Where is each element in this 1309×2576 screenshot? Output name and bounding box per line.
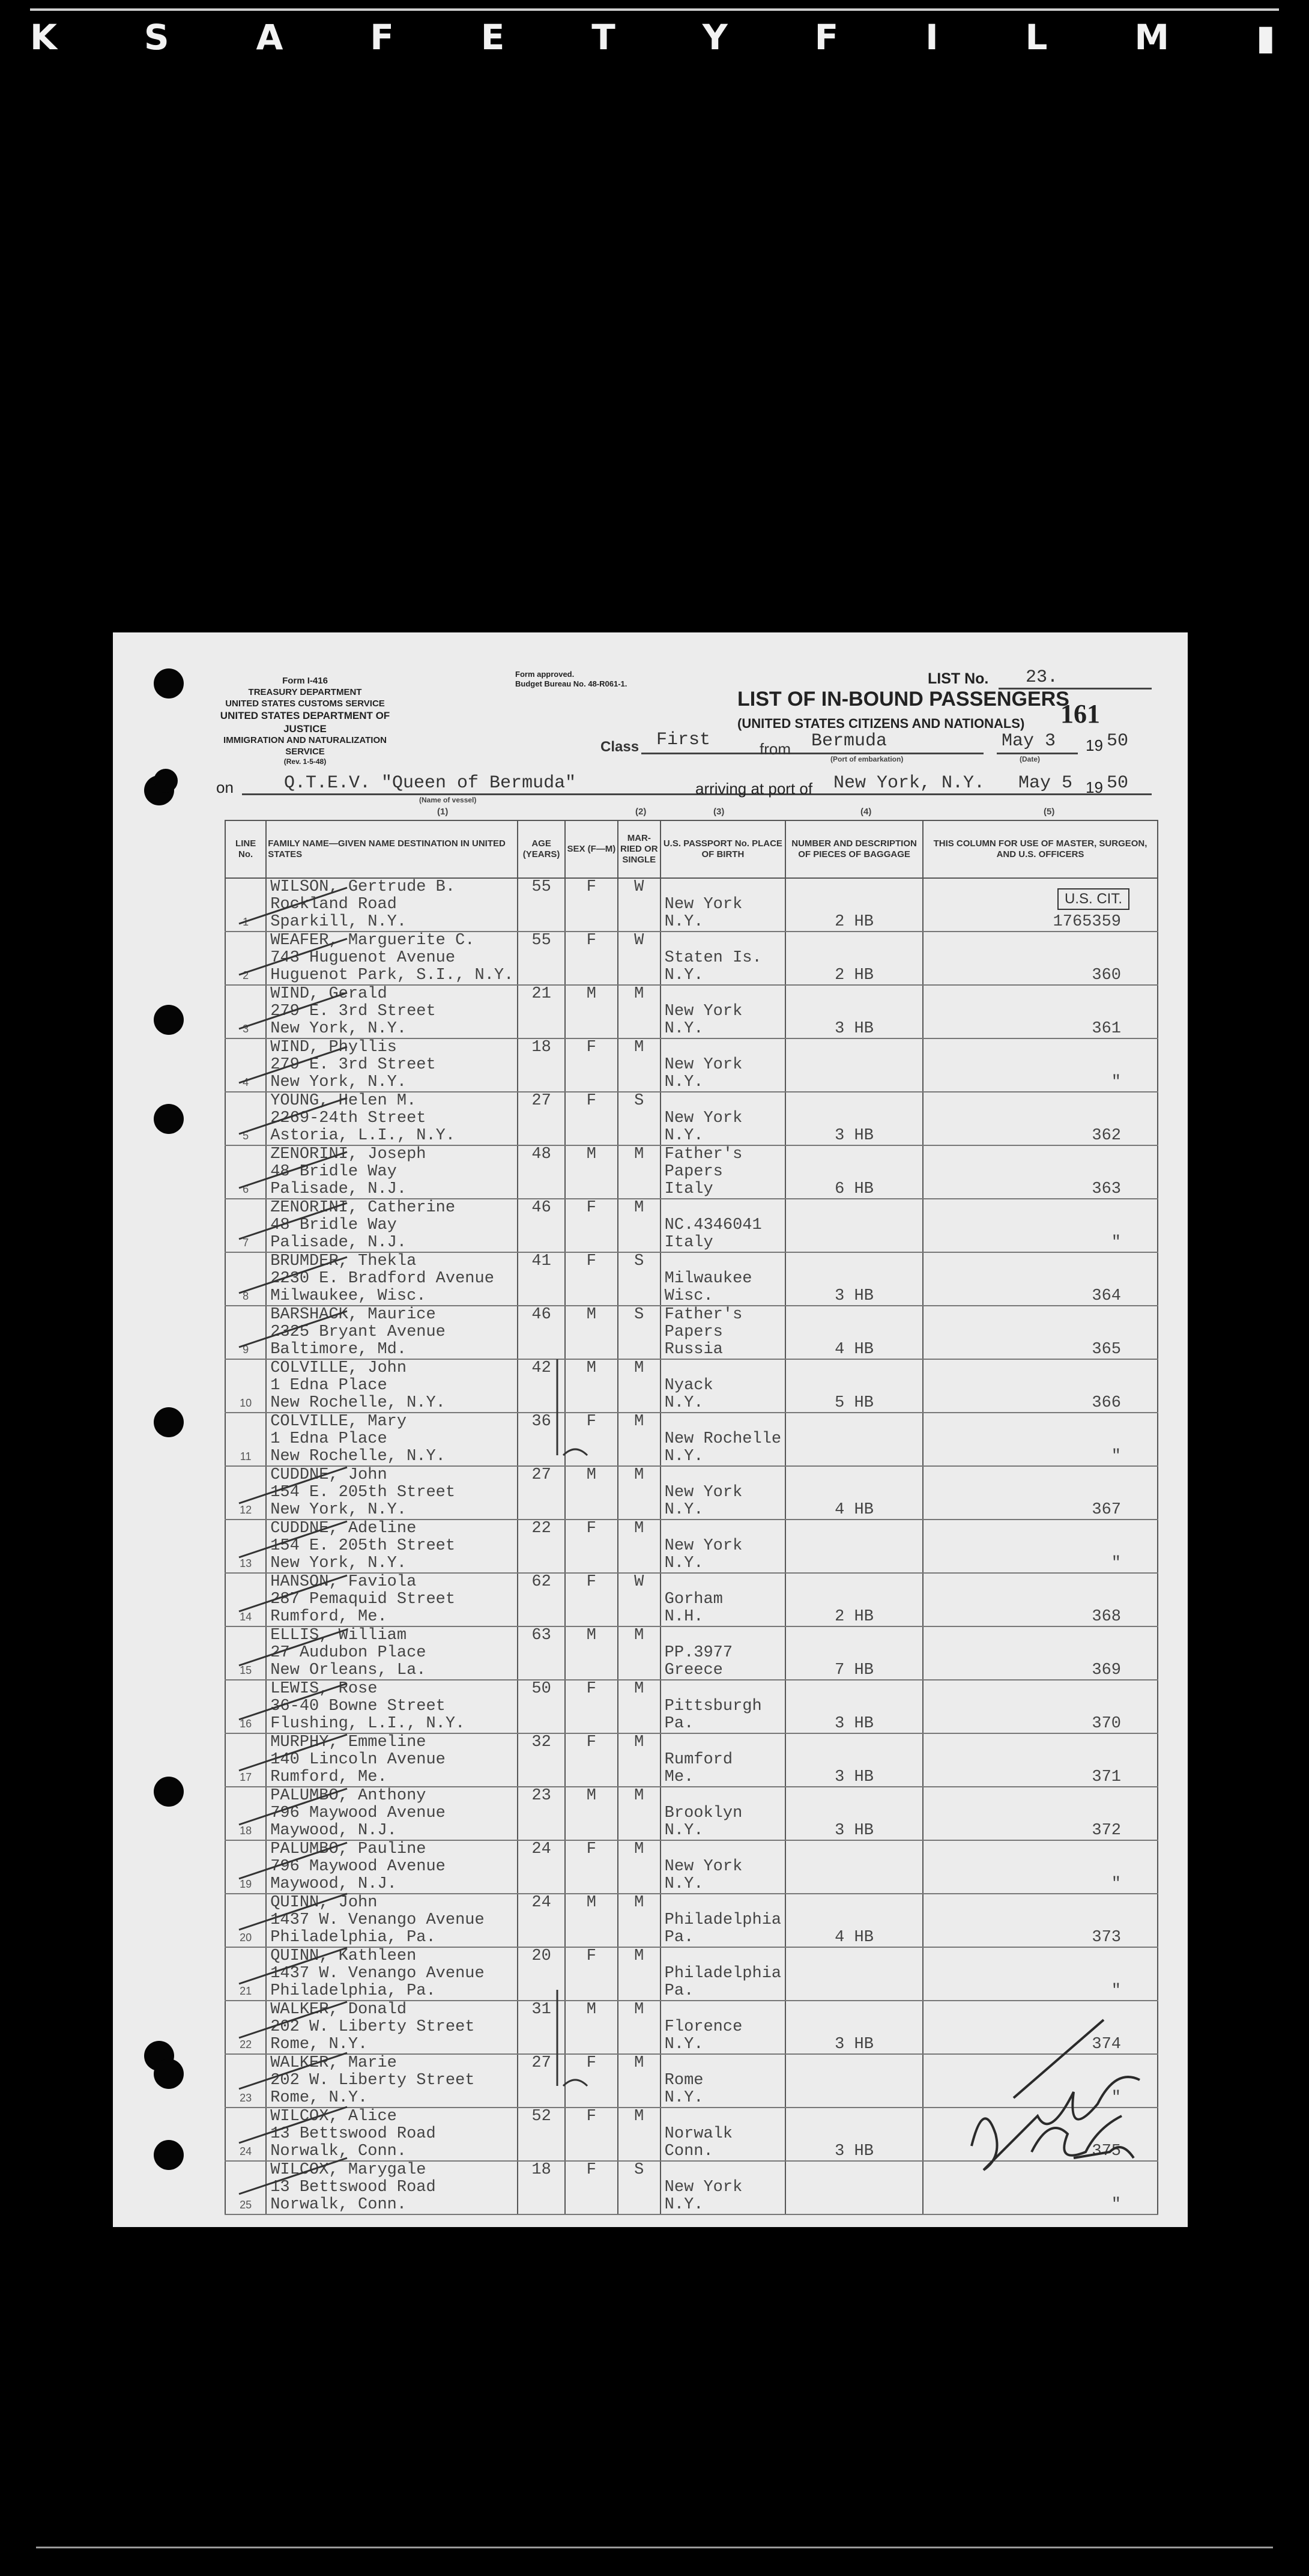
arrival-port: New York, N.Y. — [833, 773, 985, 793]
officer-use-cell: 362 — [923, 1092, 1158, 1145]
arriving-label: arriving at port of — [695, 780, 813, 798]
age-cell: 23 — [518, 1787, 565, 1840]
marital-status-cell: M — [618, 1787, 661, 1840]
sex-cell: F — [565, 1252, 618, 1306]
year1-value: 50 — [1107, 731, 1129, 751]
marital-status-cell: W — [618, 878, 661, 932]
passenger-name-cell: HANSON, Faviola 287 Pemaquid Street Rumford, Me. — [266, 1573, 518, 1626]
marital-status-cell: M — [618, 2054, 661, 2108]
line-number-cell: 1 — [225, 878, 266, 932]
year2-value: 50 — [1107, 773, 1129, 793]
marital-status-cell: M — [618, 1466, 661, 1520]
check-mark — [239, 1203, 347, 1239]
age-cell: 46 — [518, 1199, 565, 1252]
officer-use-cell: " — [923, 2054, 1158, 2108]
passenger-name-cell: QUINN, John 1437 W. Venango Avenue Philadelphia, Pa. — [266, 1894, 518, 1947]
customs-service: UNITED STATES CUSTOMS SERVICE — [225, 698, 385, 709]
officer-use-cell: 374 — [923, 2001, 1158, 2054]
film-edge-letter: L — [1025, 17, 1051, 58]
film-edge-letter: ▮ — [1256, 17, 1279, 58]
line-number-cell: 6 — [225, 1145, 266, 1199]
from-label: from — [760, 740, 791, 758]
line-number-cell: 12 — [225, 1466, 266, 1520]
sex-cell: F — [565, 1038, 618, 1092]
check-mark — [239, 1467, 347, 1503]
age-cell: 63 — [518, 1626, 565, 1680]
marital-status-cell: M — [618, 1520, 661, 1573]
sex-cell: M — [565, 1787, 618, 1840]
officer-use-cell: 365 — [923, 1306, 1158, 1359]
film-edge-letter: E — [480, 17, 509, 58]
check-mark — [239, 1629, 347, 1665]
passenger-name-cell: CUDDNE, Adeline 154 E. 205th Street New York, N.Y. — [266, 1520, 518, 1573]
passenger-name-cell: YOUNG, Helen M. 2269-24th Street Astoria, L.I., N.Y. — [266, 1092, 518, 1145]
baggage-cell: 3 HB — [785, 1733, 923, 1787]
sex-cell: M — [565, 1145, 618, 1199]
line-number-cell: 18 — [225, 1787, 266, 1840]
baggage-cell: 3 HB — [785, 2001, 923, 2054]
sex-cell: F — [565, 1733, 618, 1787]
officer-use-cell: " — [923, 1947, 1158, 2001]
line-number-cell: 20 — [225, 1894, 266, 1947]
officer-use-cell: 371 — [923, 1733, 1158, 1787]
us-citizen-stamp: U.S. CIT. — [1057, 888, 1129, 910]
header-passport: U.S. PASSPORT No. PLACE OF BIRTH — [661, 820, 785, 878]
sex-cell: M — [565, 1466, 618, 1520]
age-cell: 24 — [518, 1840, 565, 1894]
sex-cell: M — [565, 985, 618, 1038]
birthplace-cell: New Rochelle N.Y. — [661, 1413, 785, 1466]
film-edge-letter: A — [256, 17, 287, 58]
age-cell: 20 — [518, 1947, 565, 2001]
passenger-name-cell: MURPHY, Emmeline 140 Lincoln Avenue Rumford, Me. — [266, 1733, 518, 1787]
passenger-name-cell: QUINN, Kathleen 1437 W. Venango Avenue Philadelphia, Pa. — [266, 1947, 518, 2001]
from-value: Bermuda — [811, 731, 887, 751]
birthplace-cell: Brooklyn N.Y. — [661, 1787, 785, 1840]
sex-cell: M — [565, 1626, 618, 1680]
baggage-cell: 3 HB — [785, 1092, 923, 1145]
column-number: (5) — [1044, 807, 1055, 817]
sex-cell: F — [565, 1199, 618, 1252]
officer-use-cell: " — [923, 1199, 1158, 1252]
officer-use-cell: 367 — [923, 1466, 1158, 1520]
film-edge-line — [30, 8, 1279, 11]
birthplace-cell: Gorham N.H. — [661, 1573, 785, 1626]
check-mark — [239, 2053, 347, 2089]
sex-cell: F — [565, 878, 618, 932]
sex-cell: M — [565, 2001, 618, 2054]
birthplace-cell: Rome N.Y. — [661, 2054, 785, 2108]
vessel-name: Q.T.E.V. "Queen of Bermuda" — [284, 773, 576, 793]
officer-use-cell: 370 — [923, 1680, 1158, 1733]
class-label: Class — [600, 739, 639, 755]
film-bottom-line — [36, 2547, 1273, 2548]
check-mark — [239, 1735, 347, 1771]
list-number-value: 23. — [1026, 667, 1059, 688]
signature-stroke — [1032, 2116, 1122, 2156]
marital-status-cell: M — [618, 1413, 661, 1466]
bracket-mark — [557, 1359, 587, 1455]
baggage-cell: 7 HB — [785, 1626, 923, 1680]
line-number-cell: 24 — [225, 2108, 266, 2161]
check-mark — [239, 993, 347, 1029]
passenger-name-cell: BARSHACK, Maurice 2325 Bryant Avenue Baltimore, Md. — [266, 1306, 518, 1359]
marital-status-cell: M — [618, 1359, 661, 1413]
marital-status-cell: M — [618, 1145, 661, 1199]
birthplace-cell: Philadelphia Pa. — [661, 1947, 785, 2001]
age-cell: 50 — [518, 1680, 565, 1733]
film-edge-letter: T — [591, 17, 619, 58]
line-number-cell: 19 — [225, 1840, 266, 1894]
marital-status-cell: M — [618, 1947, 661, 2001]
treasury-dept: TREASURY DEPARTMENT — [248, 686, 362, 697]
check-marks — [239, 888, 587, 2194]
marital-status-cell: M — [618, 985, 661, 1038]
age-cell: 42 — [518, 1359, 565, 1413]
marital-status-cell: M — [618, 1733, 661, 1787]
line-number-cell: 21 — [225, 1947, 266, 2001]
film-edge-letter: K — [30, 17, 61, 58]
baggage-cell: 4 HB — [785, 1306, 923, 1359]
marital-status-cell: M — [618, 2001, 661, 2054]
column-number: (1) — [437, 807, 449, 817]
baggage-cell: 2 HB — [785, 1573, 923, 1626]
passenger-name-cell: WILSON, Gertrude B. Rockland Road Sparkill, N.Y. — [266, 878, 518, 932]
film-edge-letter: S — [144, 17, 173, 58]
officer-use-cell: " — [923, 1520, 1158, 1573]
column-number: (2) — [635, 807, 647, 817]
birthplace-cell: New York N.Y. — [661, 1038, 785, 1092]
marital-status-cell: M — [618, 1626, 661, 1680]
birthplace-cell: Father's Papers Italy — [661, 1145, 785, 1199]
passenger-name-cell: WALKER, Marie 202 W. Liberty Street Rome, N.Y. — [266, 2054, 518, 2108]
marital-status-cell: M — [618, 2108, 661, 2161]
age-cell: 18 — [518, 1038, 565, 1092]
officer-use-cell: " — [923, 1413, 1158, 1466]
age-cell: 24 — [518, 1894, 565, 1947]
line-number-cell: 15 — [225, 1626, 266, 1680]
birthplace-cell: Nyack N.Y. — [661, 1359, 785, 1413]
age-cell: 21 — [518, 985, 565, 1038]
baggage-cell: 3 HB — [785, 1252, 923, 1306]
birthplace-cell: Philadelphia Pa. — [661, 1894, 785, 1947]
check-mark — [239, 1575, 347, 1611]
age-cell: 55 — [518, 878, 565, 932]
header-baggage: NUMBER AND DESCRIPTION OF PIECES OF BAGGAGE — [785, 820, 923, 878]
passenger-name-cell: WILCOX, Alice 13 Bettswood Road Norwalk, Conn. — [266, 2108, 518, 2161]
marital-status-cell: S — [618, 1306, 661, 1359]
marital-status-cell: S — [618, 1252, 661, 1306]
passenger-name-cell: COLVILLE, John 1 Edna Place New Rochelle, N.Y. — [266, 1359, 518, 1413]
film-edge-lettering — [30, 17, 1279, 58]
film-edge-letter: F — [370, 17, 398, 58]
birthplace-cell: Florence N.Y. — [661, 2001, 785, 2054]
marital-status-cell: M — [618, 1894, 661, 1947]
signature-stroke — [972, 2077, 1140, 2170]
form-approved: Form approved. — [515, 670, 575, 679]
marital-status-cell: W — [618, 1573, 661, 1626]
baggage-cell: 4 HB — [785, 1894, 923, 1947]
vessel-caption: (Name of vessel) — [419, 796, 477, 804]
officer-use-cell: 373 — [923, 1894, 1158, 1947]
line-number-cell: 9 — [225, 1306, 266, 1359]
header-line-no: LINE No. — [225, 820, 266, 878]
year1-prefix: 19 — [1086, 736, 1103, 754]
sex-cell: F — [565, 1092, 618, 1145]
document-title: LIST OF IN-BOUND PASSENGERS — [737, 688, 1069, 711]
signature-stroke — [1014, 2020, 1104, 2098]
check-mark — [239, 1894, 347, 1930]
budget-bureau: Budget Bureau No. 48-R061-1. — [515, 679, 627, 689]
header-officers: THIS COLUMN FOR USE OF MASTER, SURGEON, AND U.S. OFFICERS — [923, 820, 1158, 878]
age-cell: 48 — [518, 1145, 565, 1199]
baggage-cell: 3 HB — [785, 1680, 923, 1733]
passenger-name-cell: ELLIS, William 27 Audubon Place New Orleans, La. — [266, 1626, 518, 1680]
line-number-cell: 10 — [225, 1359, 266, 1413]
passenger-name-cell: ZENORINI, Catherine 48 Bridle Way Palisade, N.J. — [266, 1199, 518, 1252]
justice-dept: UNITED STATES DEPARTMENT OF JUSTICE — [220, 710, 390, 735]
passenger-name-cell: LEWIS, Rose 36-40 Bowne Street Flushing, L.I., N.Y. — [266, 1680, 518, 1733]
officer-use-cell: 361 — [923, 985, 1158, 1038]
age-cell: 41 — [518, 1252, 565, 1306]
revision-date: (Rev. 1-5-48) — [283, 757, 327, 766]
sex-cell: M — [565, 1359, 618, 1413]
check-mark — [239, 888, 347, 924]
year2-prefix: 19 — [1086, 778, 1103, 796]
birthplace-cell: Norwalk Conn. — [661, 2108, 785, 2161]
passenger-name-cell: WIND, Phyllis 279 E. 3rd Street New York, N.Y. — [266, 1038, 518, 1092]
birthplace-cell: New York N.Y. — [661, 1520, 785, 1573]
check-mark — [239, 2158, 347, 2194]
officer-use-cell: 369 — [923, 1626, 1158, 1680]
birthplace-cell: New York N.Y. — [661, 1840, 785, 1894]
baggage-cell: 3 HB — [785, 1787, 923, 1840]
film-edge-letter: I — [925, 17, 942, 58]
passenger-name-cell: WALKER, Donald 202 W. Liberty Street Rome, N.Y. — [266, 2001, 518, 2054]
officer-use-cell: 372 — [923, 1787, 1158, 1840]
film-edge-letter: Y — [702, 17, 731, 58]
marital-status-cell: M — [618, 1199, 661, 1252]
line-number-cell: 3 — [225, 985, 266, 1038]
officer-use-cell: " — [923, 2161, 1158, 2214]
class-value: First — [656, 730, 711, 750]
passenger-name-cell: WEAFER, Marguerite C. 743 Huguenot Avenue Huguenot Park, S.I., N.Y. — [266, 932, 518, 985]
baggage-cell: 3 HB — [785, 2108, 923, 2161]
check-mark — [239, 1098, 347, 1134]
sex-cell: F — [565, 932, 618, 985]
line-number-cell: 8 — [225, 1252, 266, 1306]
passenger-name-cell: BRUMDER, Thekla 2230 E. Bradford Avenue Milwaukee, Wisc. — [266, 1252, 518, 1306]
handwriting-overlay — [113, 632, 1188, 2227]
marital-status-cell: W — [618, 932, 661, 985]
birthplace-cell: New York N.Y. — [661, 1092, 785, 1145]
birthplace-cell: Milwaukee Wisc. — [661, 1252, 785, 1306]
marital-status-cell: M — [618, 1680, 661, 1733]
check-mark — [239, 1047, 347, 1083]
officer-use-cell: 375 — [923, 2108, 1158, 2161]
sex-cell: F — [565, 1840, 618, 1894]
line-number-cell: 17 — [225, 1733, 266, 1787]
age-cell: 62 — [518, 1573, 565, 1626]
age-cell: 18 — [518, 2161, 565, 2214]
check-mark — [239, 1683, 347, 1720]
officer-use-cell: 363 — [923, 1145, 1158, 1199]
marital-status-cell: M — [618, 1038, 661, 1092]
marital-status-cell: S — [618, 1092, 661, 1145]
passenger-name-cell: PALUMBO, Pauline 796 Maywood Avenue Maywood, N.J. — [266, 1840, 518, 1894]
sex-cell: F — [565, 2161, 618, 2214]
list-number-label: LIST No. — [928, 670, 989, 687]
check-mark — [239, 939, 347, 975]
age-cell: 36 — [518, 1413, 565, 1466]
page-stamp-number: 161 — [1060, 699, 1100, 729]
embark-date: May 3 — [1002, 731, 1056, 751]
line-number-cell: 7 — [225, 1199, 266, 1252]
passenger-name-cell: ZENORINI, Joseph 48 Bridle Way Palisade, N.J. — [266, 1145, 518, 1199]
sex-cell: F — [565, 1413, 618, 1466]
passenger-name-cell: WIND, Gerald 279 E. 3rd Street New York, N.Y. — [266, 985, 518, 1038]
age-cell: 27 — [518, 1466, 565, 1520]
age-cell: 55 — [518, 932, 565, 985]
column-number: (4) — [860, 807, 872, 817]
check-mark — [239, 2002, 347, 2038]
officer-use-cell: " — [923, 1038, 1158, 1092]
birthplace-cell: NC.4346041 Italy — [661, 1199, 785, 1252]
check-mark — [239, 2107, 347, 2143]
sex-cell: F — [565, 1680, 618, 1733]
age-cell: 32 — [518, 1733, 565, 1787]
baggage-cell: 5 HB — [785, 1359, 923, 1413]
officer-use-cell: 1765359 — [923, 878, 1158, 932]
document-subtitle: (UNITED STATES CITIZENS AND NATIONALS) — [737, 716, 1025, 731]
age-cell: 31 — [518, 2001, 565, 2054]
line-number-cell: 14 — [225, 1573, 266, 1626]
marital-status-cell: S — [618, 2161, 661, 2214]
film-edge-letter: M — [1134, 17, 1173, 58]
form-number: Form I-416 — [282, 676, 328, 686]
bracket-mark — [557, 1990, 587, 2086]
header-name: FAMILY NAME—GIVEN NAME DESTINATION IN UNITED STATES — [266, 820, 518, 878]
sex-cell: F — [565, 2108, 618, 2161]
birthplace-cell: Staten Is. N.Y. — [661, 932, 785, 985]
line-number-cell: 4 — [225, 1038, 266, 1092]
officer-use-cell: 368 — [923, 1573, 1158, 1626]
age-cell: 46 — [518, 1306, 565, 1359]
birthplace-cell: Father's Papers Russia — [661, 1306, 785, 1359]
sex-cell: F — [565, 1520, 618, 1573]
line-number-cell: 25 — [225, 2161, 266, 2214]
check-mark — [239, 1843, 347, 1879]
line-number-cell: 23 — [225, 2054, 266, 2108]
on-label: on — [216, 778, 234, 796]
birthplace-cell: Pittsburgh Pa. — [661, 1680, 785, 1733]
from-caption: (Port of embarkation) — [830, 755, 904, 763]
check-mark — [239, 1257, 347, 1293]
age-cell: 22 — [518, 1520, 565, 1573]
baggage-cell: 2 HB — [785, 878, 923, 932]
header-married: MAR-RIED OR SINGLE — [618, 820, 661, 878]
sex-cell: M — [565, 1894, 618, 1947]
date-caption: (Date) — [1020, 755, 1041, 763]
film-edge-strip — [30, 17, 1279, 59]
birthplace-cell: New York N.Y. — [661, 2161, 785, 2214]
film-edge-letter: F — [814, 17, 842, 58]
officer-use-cell: 364 — [923, 1252, 1158, 1306]
check-mark — [239, 1152, 347, 1188]
baggage-cell: 2 HB — [785, 932, 923, 985]
check-mark — [239, 1948, 347, 1984]
check-mark — [239, 1521, 347, 1557]
birthplace-cell: PP.3977 Greece — [661, 1626, 785, 1680]
ins-service: IMMIGRATION AND NATURALIZATION SERVICE — [223, 735, 387, 757]
birthplace-cell: Rumford Me. — [661, 1733, 785, 1787]
passenger-name-cell: PALUMBO, Anthony 796 Maywood Avenue Maywood, N.J. — [266, 1787, 518, 1840]
header-age: AGE (YEARS) — [518, 820, 565, 878]
manifest-page — [113, 632, 1188, 2227]
line-number-cell: 11 — [225, 1413, 266, 1466]
line-number-cell: 13 — [225, 1520, 266, 1573]
officer-use-cell: 360 — [923, 932, 1158, 985]
check-mark — [239, 1311, 347, 1347]
passenger-name-cell: WILCOX, Marygale 13 Bettswood Road Norwalk, Conn. — [266, 2161, 518, 2214]
baggage-cell: 3 HB — [785, 985, 923, 1038]
age-cell: 52 — [518, 2108, 565, 2161]
passenger-name-cell: CUDDNE, John 154 E. 205th Street New York, N.Y. — [266, 1466, 518, 1520]
line-number-cell: 16 — [225, 1680, 266, 1733]
birthplace-cell: New York N.Y. — [661, 878, 785, 932]
sex-cell: F — [565, 1947, 618, 2001]
officer-use-cell: 366 — [923, 1359, 1158, 1413]
passenger-name-cell: COLVILLE, Mary 1 Edna Place New Rochelle, N.Y. — [266, 1413, 518, 1466]
sex-cell: F — [565, 1573, 618, 1626]
line-number-cell: 5 — [225, 1092, 266, 1145]
officer-use-cell: " — [923, 1840, 1158, 1894]
birthplace-cell: New York N.Y. — [661, 985, 785, 1038]
sex-cell: M — [565, 1306, 618, 1359]
officer-signature — [972, 2020, 1140, 2170]
line-number-cell: 22 — [225, 2001, 266, 2054]
age-cell: 27 — [518, 1092, 565, 1145]
baggage-cell: 6 HB — [785, 1145, 923, 1199]
birthplace-cell: New York N.Y. — [661, 1466, 785, 1520]
sex-cell: F — [565, 2054, 618, 2108]
age-cell: 27 — [518, 2054, 565, 2108]
line-number-cell: 2 — [225, 932, 266, 985]
column-number: (3) — [713, 807, 725, 817]
header-sex: SEX (F—M) — [565, 820, 618, 878]
arrival-date: May 5 — [1018, 773, 1073, 793]
baggage-cell: 4 HB — [785, 1466, 923, 1520]
marital-status-cell: M — [618, 1840, 661, 1894]
check-mark — [239, 1789, 347, 1825]
